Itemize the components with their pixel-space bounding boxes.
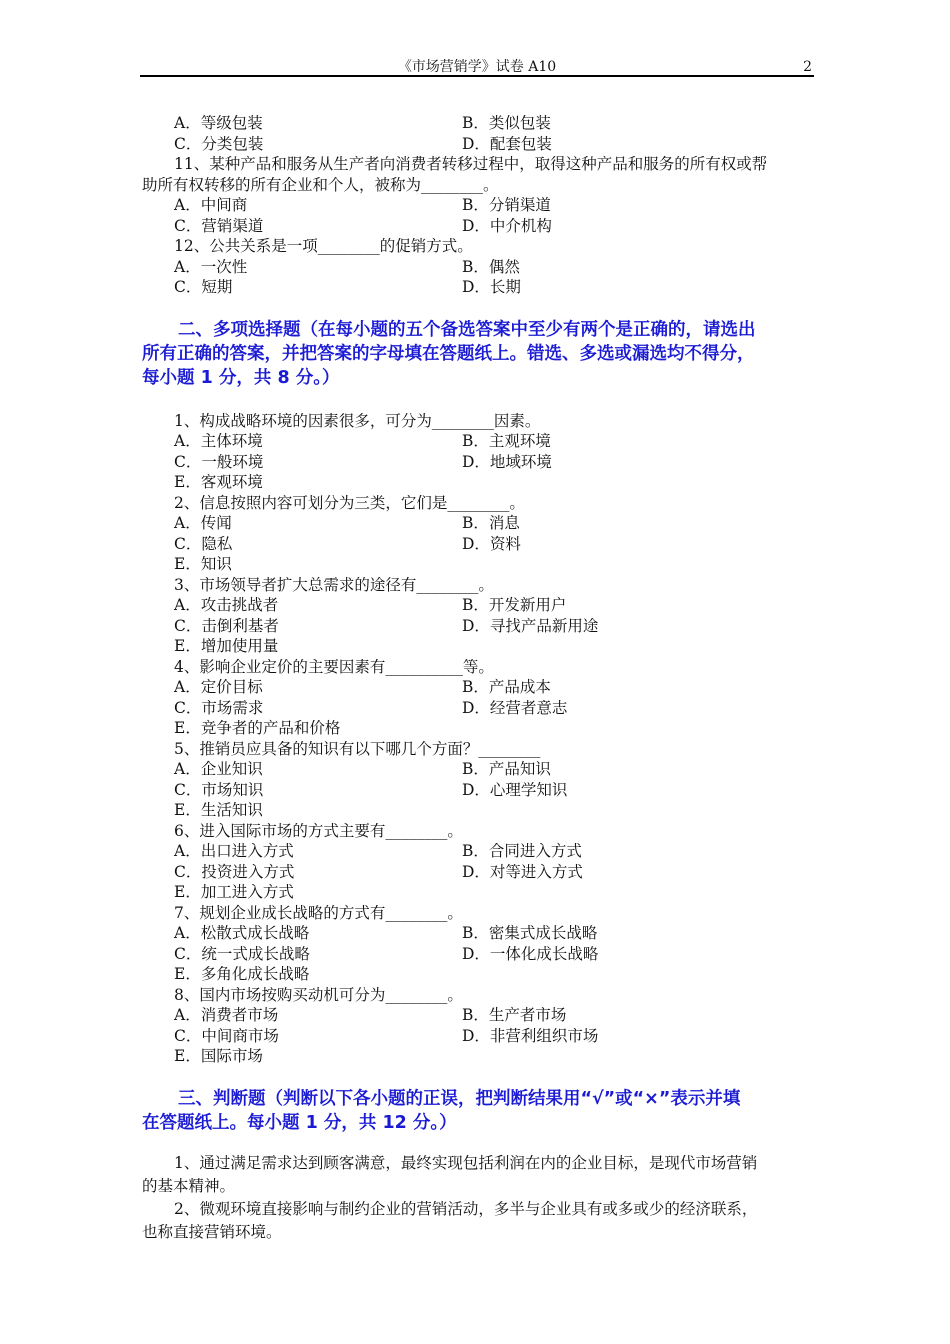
section-2-heading-line: 二、多项选择题（在每小题的五个备选答案中至少有两个是正确的，请选出 xyxy=(178,319,756,340)
section-3-heading xyxy=(142,1087,814,1135)
option-c: C．市场知识 xyxy=(174,780,264,799)
option-a: A．消费者市场 xyxy=(174,1006,279,1024)
option-row xyxy=(142,616,814,637)
option-d: D．对等进入方式 xyxy=(462,862,583,881)
option-d: D．资料 xyxy=(462,534,521,553)
option-a: A．松散式成长战略 xyxy=(174,924,310,942)
question-stem: 5、推销员应具备的知识有以下哪几个方面？________ xyxy=(174,739,541,758)
option-d: D．心理学知识 xyxy=(462,780,568,799)
option-row xyxy=(142,595,814,616)
question-12-stem: 12、公共关系是一项________的促销方式。 xyxy=(174,237,473,255)
option-e: E．竞争者的产品和价格 xyxy=(174,719,341,737)
question-stem: 6、进入国际市场的方式主要有________。 xyxy=(174,821,463,840)
option-b: B．产品成本 xyxy=(462,678,551,696)
section-2-heading-line: 所有正确的答案，并把答案的字母填在答题纸上。错选、多选或漏选均不得分， xyxy=(142,343,755,364)
section-2-questions xyxy=(142,411,814,1067)
option-row xyxy=(142,134,814,155)
option-d: D．经营者意志 xyxy=(462,698,568,717)
question-stem: 4、影响企业定价的主要因素有__________等。 xyxy=(174,657,494,676)
option-b: B．开发新用户 xyxy=(462,596,567,614)
option-a: A．定价目标 xyxy=(174,678,263,696)
option-c: C．击倒利基者 xyxy=(174,616,279,635)
option-e: E．知识 xyxy=(174,555,232,573)
option-row xyxy=(142,698,814,719)
option-row xyxy=(142,759,814,780)
judgement-line: 1、通过满足需求达到顾客满意，最终实现包括利润在内的企业目标，是现代市场营销 xyxy=(174,1153,758,1172)
judgement-line: 也称直接营销环境。 xyxy=(142,1222,282,1241)
option-a: A．企业知识 xyxy=(174,760,263,778)
option-c: C．投资进入方式 xyxy=(174,862,295,881)
page-number: 2 xyxy=(803,59,812,75)
question-stem: 1、构成战略环境的因素很多，可分为________因素。 xyxy=(174,411,541,430)
option-b: B．合同进入方式 xyxy=(462,842,582,860)
judgement-line: 2、微观环境直接影响与制约企业的营销活动，多半与企业具有或多或少的经济联系， xyxy=(174,1199,758,1218)
option-a: A．一次性 xyxy=(174,257,248,276)
option-a: A．等级包装 xyxy=(174,114,263,132)
option-row xyxy=(142,257,814,278)
header-rule xyxy=(140,75,814,77)
option-row xyxy=(142,513,814,534)
question-11-stem: 11、某种产品和服务从生产者向消费者转移过程中，取得这种产品和服务的所有权或帮 xyxy=(174,155,768,173)
page-content xyxy=(142,113,814,1244)
question-stem: 3、市场领导者扩大总需求的途径有________。 xyxy=(174,575,494,594)
option-e: E．加工进入方式 xyxy=(174,883,294,901)
option-c: C．一般环境 xyxy=(174,452,264,471)
option-b: B．密集式成长战略 xyxy=(462,924,598,942)
option-d: D．非营利组织市场 xyxy=(462,1026,599,1045)
option-e: E．生活知识 xyxy=(174,801,263,819)
option-d: D．中介机构 xyxy=(462,216,552,235)
question-11-stem-cont: 助所有权转移的所有企业和个人，被称为________。 xyxy=(142,175,499,194)
option-b: B．分销渠道 xyxy=(462,196,551,214)
question-stem: 2、信息按照内容可划分为三类，它们是________。 xyxy=(174,493,525,512)
option-b: B．生产者市场 xyxy=(462,1006,567,1024)
option-e: E．增加使用量 xyxy=(174,637,279,655)
option-b: B．类似包装 xyxy=(462,114,551,132)
option-row xyxy=(142,216,814,237)
option-c: C．隐私 xyxy=(174,534,233,553)
option-c: C．市场需求 xyxy=(174,698,264,717)
option-row xyxy=(142,841,814,862)
option-d: D．地域环境 xyxy=(462,452,552,471)
option-e: E．客观环境 xyxy=(174,473,263,491)
option-d: D．配套包装 xyxy=(462,134,552,153)
section-3-heading-line: 在答题纸上。每小题 1 分，共 12 分。） xyxy=(142,1112,457,1133)
option-row xyxy=(142,534,814,555)
judgement-item xyxy=(142,1152,814,1198)
question-stem: 7、规划企业成长战略的方式有________。 xyxy=(174,903,463,922)
option-d: D．一体化成长战略 xyxy=(462,944,599,963)
option-a: A．主体环境 xyxy=(174,432,263,450)
option-c: C．短期 xyxy=(174,278,233,296)
option-row xyxy=(142,862,814,883)
option-c: C．分类包装 xyxy=(174,134,264,153)
option-b: B．偶然 xyxy=(462,257,520,276)
section-2-heading-line: 每小题 1 分，共 8 分。） xyxy=(142,367,340,388)
judgement-line: 的基本精神。 xyxy=(142,1176,236,1195)
option-a: A．出口进入方式 xyxy=(174,842,294,860)
option-c: C．中间商市场 xyxy=(174,1026,279,1045)
option-b: B．消息 xyxy=(462,514,520,532)
option-row xyxy=(142,1005,814,1026)
option-c: C．统一式成长战略 xyxy=(174,944,310,963)
option-e: E．国际市场 xyxy=(174,1047,263,1065)
option-row xyxy=(142,923,814,944)
option-a: A．传闻 xyxy=(174,514,232,532)
option-c: C．营销渠道 xyxy=(174,216,264,235)
option-a: A．中间商 xyxy=(174,196,248,214)
option-d: D．长期 xyxy=(462,278,521,296)
question-stem: 8、国内市场按购买动机可分为________。 xyxy=(174,985,463,1004)
option-row xyxy=(142,780,814,801)
section-2-heading xyxy=(142,318,814,390)
option-row xyxy=(142,431,814,452)
option-row xyxy=(142,195,814,216)
option-row xyxy=(142,277,814,298)
section-3-heading-line: 三、判断题（判断以下各小题的正误，把判断结果用“√”或“×”表示并填 xyxy=(178,1088,741,1109)
option-row xyxy=(142,677,814,698)
option-row xyxy=(142,1026,814,1047)
option-b: B．产品知识 xyxy=(462,760,551,778)
option-row xyxy=(142,113,814,134)
judgement-item xyxy=(142,1198,814,1244)
page-header xyxy=(140,58,814,76)
option-a: A．攻击挑战者 xyxy=(174,596,279,614)
option-row xyxy=(142,452,814,473)
option-row xyxy=(142,944,814,965)
option-b: B．主观环境 xyxy=(462,432,551,450)
option-e: E．多角化成长战略 xyxy=(174,965,310,983)
header-title: 《市场营销学》试卷 A10 xyxy=(397,59,557,75)
option-d: D．寻找产品新用途 xyxy=(462,616,599,635)
